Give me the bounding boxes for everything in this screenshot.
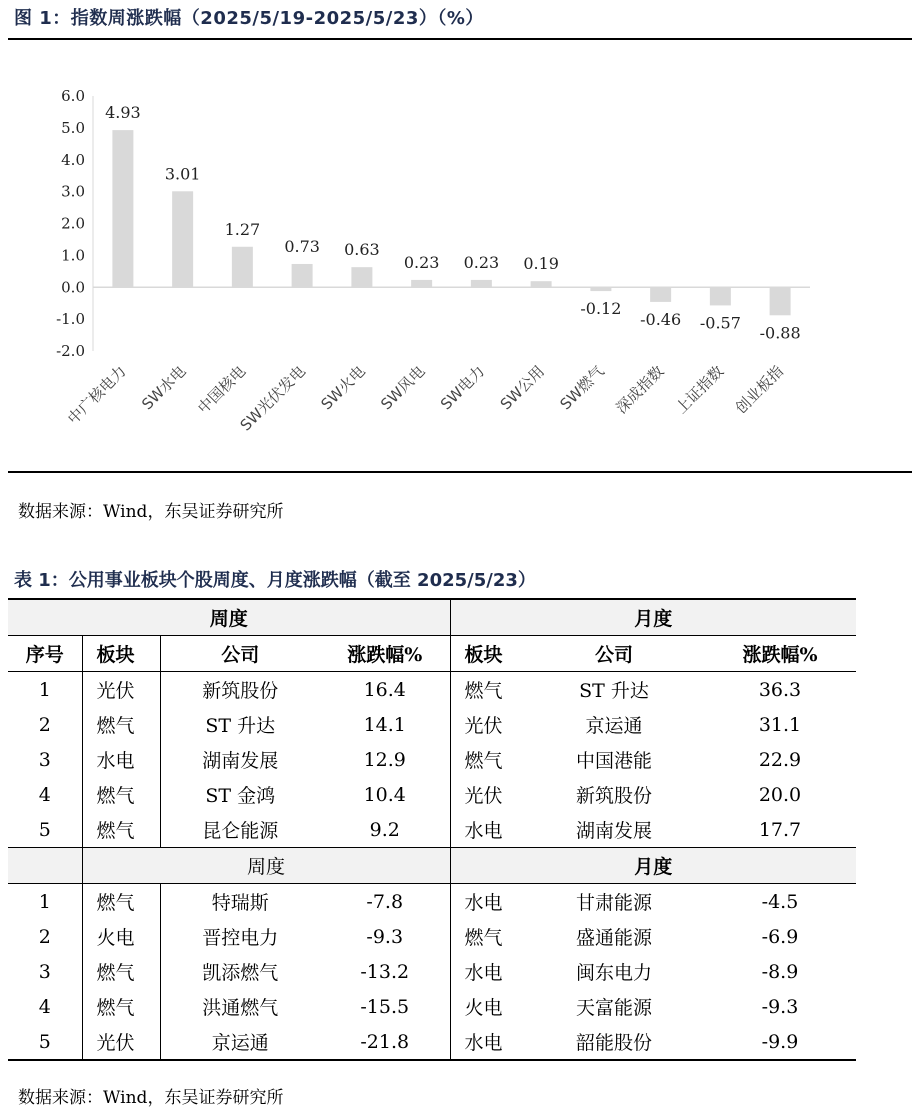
top-table-row [8,812,856,848]
bottom-table-cell-rank: 2 [8,919,82,954]
y-tick-label: -2.0 [56,342,85,360]
col-header-sector-monthly: 板块 [450,636,524,672]
top-table-cell-sector-monthly: 水电 [464,820,503,842]
y-tick-label: 2.0 [61,214,85,233]
figure-bottom-rule [8,471,912,473]
category-label: SW火电 [317,362,369,414]
col-header-change: 涨跌幅% [320,636,450,672]
figure-title: 图 1：指数周涨跌幅（2025/5/19-2025/5/23）（%） [14,8,484,29]
top-table-cell-change-monthly: 36.3 [758,678,802,701]
bar [172,191,193,287]
bottom-table-cell-change-monthly: -4.5 [761,890,799,913]
top-table-cell-sector: 燃气 [82,777,160,812]
top-table-cell-sector-monthly: 光伏 [464,715,503,737]
bottom-table-cell-company-monthly: 甘肃能源 [575,892,652,914]
category-label: 中广核电力 [63,362,130,428]
category-label: SW光伏发电 [236,362,309,435]
bottom-table-cell-company-monthly: 闽东电力 [575,962,652,984]
col-header-change-monthly: 涨跌幅% [704,636,856,672]
bar [411,280,432,287]
bar [650,287,671,302]
top-table-cell-change: 10.4 [320,777,450,812]
top-table-cell-company: 新筑股份 [202,680,279,702]
bottom-table-cell-company-monthly: 韶能股份 [524,1024,704,1060]
bottom-table-cell-company: 特瑞斯 [211,892,269,914]
y-tick-label: -1.0 [56,310,85,329]
bottom-table-row [8,989,856,1024]
bottom-group-header-row [8,848,856,884]
y-tick-label: 6.0 [61,87,85,105]
bottom-table-cell-sector: 燃气 [82,989,160,1024]
category-label: 中国核电 [194,362,250,418]
monthly-group-header: 月度 [450,599,856,636]
top-table-cell-sector: 燃气 [82,707,160,742]
top-table-cell-sector: 水电 [82,742,160,777]
top-table-cell-company: 昆仑能源 [202,820,279,842]
top-table-cell-rank: 3 [8,742,82,777]
data-label: 3.01 [164,164,201,184]
top-table-cell-rank: 1 [8,672,82,708]
top-table-cell-sector: 燃气 [82,812,160,848]
top-table-cell-company: 湖南发展 [202,750,279,772]
bottom-table-row [8,1024,856,1060]
top-table-cell-rank: 4 [8,777,82,812]
top-table-cell-sector: 光伏 [82,672,160,708]
top-table-row [8,777,856,812]
category-label: SW公用 [496,362,548,414]
top-table-cell-change: 14.1 [320,707,450,742]
top-table-cell-company-monthly: 中国港能 [575,750,652,772]
bottom-table-cell-sector: 火电 [82,919,160,954]
bottom-table-cell-sector-monthly: 燃气 [464,927,503,949]
y-tick-label: 5.0 [61,118,85,137]
bottom-table-cell-sector-monthly: 水电 [464,962,503,984]
bottom-table-cell-change: -7.8 [320,884,450,920]
bottom-table-row [8,919,856,954]
bottom-table-cell-company: 京运通 [160,1024,320,1060]
bottom-table-cell-rank: 1 [8,884,82,920]
bar [710,287,731,305]
bottom-table-cell-sector: 燃气 [82,884,160,920]
bottom-table-cell-rank: 3 [8,954,82,989]
bottom-table-row [8,884,856,920]
category-label: SW风电 [377,362,429,414]
top-table-cell-sector-monthly: 燃气 [464,750,503,772]
data-label: 0.23 [403,252,440,272]
y-tick-label: 4.0 [61,150,85,169]
top-table-cell-change: 12.9 [320,742,450,777]
bottom-table-cell-sector-monthly: 水电 [464,892,503,914]
top-table-cell-change-monthly: 17.7 [758,818,802,841]
table-title: 表 1：公用事业板块个股周度、月度涨跌幅（截至 2025/5/23） [14,570,536,591]
column-header-row [8,636,856,672]
bottom-table-cell-change: -13.2 [320,954,450,989]
bottom-table-cell-sector-monthly: 火电 [464,997,503,1019]
category-label: SW电力 [437,362,489,414]
data-label: 1.27 [224,219,261,239]
bottom-table-cell-company: 凯添燃气 [202,962,279,984]
bar [590,287,611,291]
data-label: 0.63 [344,240,380,260]
top-table-cell-company-monthly: ST 升达 [579,680,649,702]
bottom-table-cell-change: -9.3 [320,919,450,954]
top-table-cell-company: ST 升达 [205,715,276,737]
data-label: -0.57 [699,313,741,333]
top-table-cell-company-monthly: 京运通 [585,715,643,737]
top-table-cell-change: 16.4 [320,672,450,708]
col-header-sector: 板块 [82,636,160,672]
bottom-table-cell-change-monthly: -9.9 [704,1024,856,1060]
category-label: SW燃气 [556,362,608,414]
top-table-cell-company-monthly: 新筑股份 [575,785,652,807]
bar [292,264,313,287]
y-tick-label: 0.0 [61,278,85,297]
data-label: -0.88 [759,323,801,343]
top-table-cell-change-monthly: 31.1 [758,713,802,736]
bottom-table-cell-rank: 4 [8,989,82,1024]
bottom-table-cell-sector-monthly: 水电 [450,1024,524,1060]
weekly-group-header-2: 周度 [82,848,450,884]
bottom-table-cell-company-monthly: 盛通能源 [575,927,652,949]
col-header-company: 公司 [160,636,320,672]
bottom-table-cell-change: -21.8 [320,1024,450,1060]
table-source: 数据来源：Wind，东吴证券研究所 [18,1088,284,1108]
data-label: -0.12 [580,299,622,319]
bar [471,280,492,287]
data-label: 0.73 [284,236,320,256]
bottom-table-cell-company-monthly: 天富能源 [575,997,652,1019]
data-label: 0.19 [523,254,559,274]
data-label: -0.46 [640,309,682,329]
monthly-group-header-2: 月度 [450,848,856,884]
y-tick-label: 3.0 [61,182,85,201]
category-label: SW水电 [138,362,190,414]
top-table-cell-sector-monthly: 燃气 [464,680,503,702]
bar [531,281,552,287]
bottom-table-cell-change-monthly: -6.9 [761,925,799,948]
bottom-table-row [8,954,856,989]
top-table-cell-company-monthly: 湖南发展 [575,820,652,842]
bar [112,130,133,287]
performance-table [8,598,856,1061]
col-header-rank: 序号 [8,636,82,672]
top-table-row [8,672,856,708]
bottom-table-cell-change-monthly: -8.9 [761,960,799,983]
top-table-cell-rank: 2 [8,707,82,742]
bar [770,287,791,315]
bar [351,267,372,287]
top-table-cell-sector-monthly: 光伏 [464,785,503,807]
bottom-table-cell-rank: 5 [8,1024,82,1060]
top-table-cell-change: 9.2 [320,812,450,848]
top-table-cell-change-monthly: 20.0 [758,783,802,806]
category-label: 创业板指 [731,362,787,418]
top-table-cell-company: ST 金鸿 [205,785,276,807]
data-label: 4.93 [105,103,141,123]
bottom-table-cell-change: -15.5 [320,989,450,1024]
bottom-table-cell-change-monthly: -9.3 [761,995,799,1018]
figure-source: 数据来源：Wind，东吴证券研究所 [18,502,284,522]
category-label: 上证指数 [672,362,728,418]
top-table-cell-rank: 5 [8,812,82,848]
bottom-table-cell-sector: 光伏 [82,1024,160,1060]
data-label: 0.23 [463,252,500,272]
bottom-table-cell-company: 洪通燃气 [202,997,279,1019]
top-table-row [8,707,856,742]
y-tick-label: 1.0 [61,246,85,265]
category-label: 深成指数 [612,362,668,418]
top-table-cell-change-monthly: 22.9 [758,748,802,771]
bottom-table-cell-sector: 燃气 [82,954,160,989]
bar [232,247,253,287]
top-table-row [8,742,856,777]
bottom-table-cell-company: 晋控电力 [202,927,279,949]
bar-chart [0,40,912,470]
top-group-header-row [8,599,856,636]
col-header-company-monthly: 公司 [524,636,704,672]
weekly-group-header: 周度 [8,599,450,636]
